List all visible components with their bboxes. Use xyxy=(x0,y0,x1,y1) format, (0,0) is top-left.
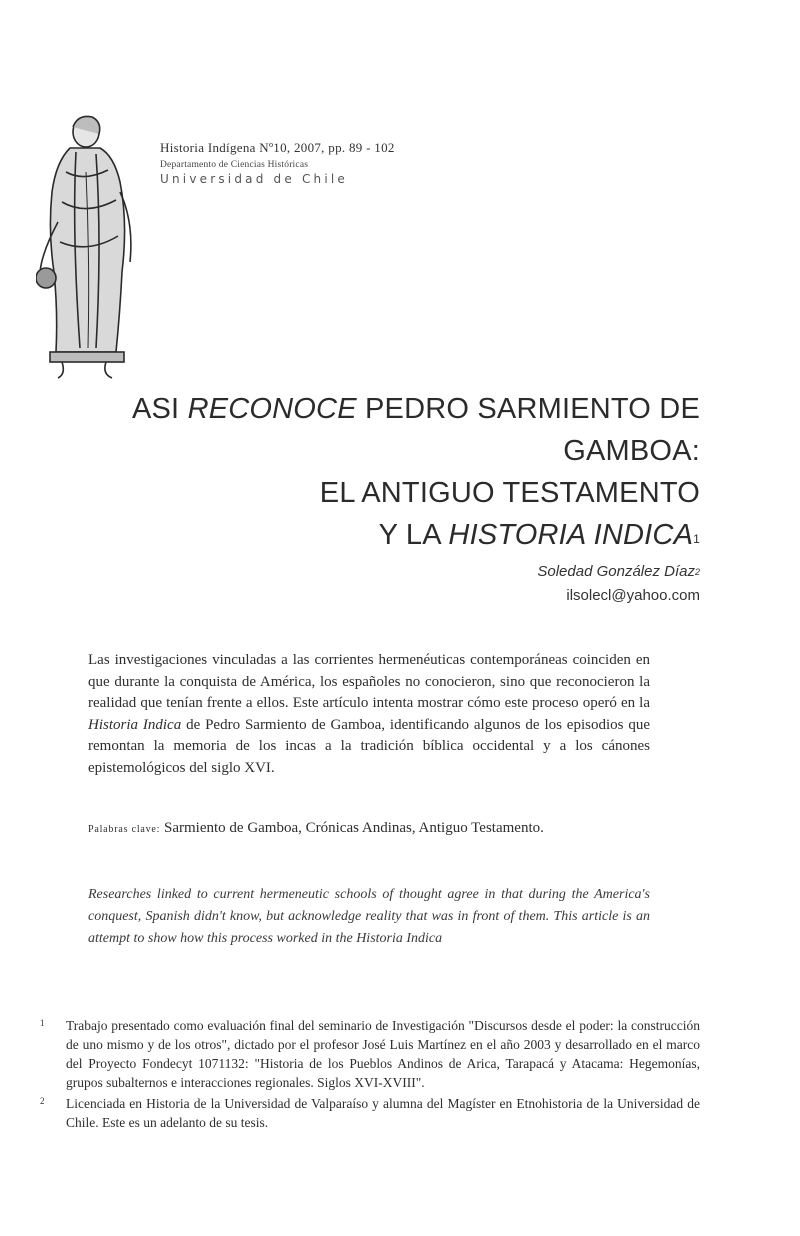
footnote-ref: 2 xyxy=(694,567,700,577)
footnotes xyxy=(36,1016,700,1134)
keywords-label: Palabras clave: xyxy=(88,824,161,835)
title-text: ASI xyxy=(131,393,188,425)
title-line-1 xyxy=(0,388,700,472)
author-name xyxy=(537,560,700,584)
footnote-number: 1 xyxy=(40,1018,45,1028)
department-name: Departamento de Ciencias Históricas xyxy=(160,160,309,170)
title-italic-word: HISTORIA INDICA xyxy=(448,519,694,551)
article-title xyxy=(0,388,700,556)
footnote-text: Trabajo presentado como evaluación final del seminario de Investigación "Discursos desde el poder: la construcción de uno mismo y de los otros", dictado por el profesor José Luis Martínez en el año 2003 y desarrollado en el marco del Proyecto Fondecyt 1071132: "Historia de los Pueblos Andinos de Arica, Tarapacá y Atacama: Hegemonías, grupos subalternos e interacciones regionales. Siglos XVI-XVIII". xyxy=(66,1018,700,1090)
author-name-text: Soledad González Díaz xyxy=(537,563,695,580)
title-text: PEDRO SARMIENTO DE GAMBOA: xyxy=(356,393,700,467)
footnote xyxy=(36,1094,700,1132)
keywords-text: Sarmiento de Gamboa, Crónicas Andinas, Antiguo Testamento. xyxy=(164,820,544,836)
journal-header xyxy=(160,140,395,186)
abstract-text: Las investigaciones vinculadas a las corrientes hermenéuticas contemporáneas coinciden en que durante la conquista de América, los españoles no conocieron, sino que reconocieron la realidad que tenían frente a ellos. Este artículo intenta mostrar cómo este proceso operó en la xyxy=(88,652,650,711)
statue-figure-logo xyxy=(36,112,148,382)
footnote-ref: 1 xyxy=(693,532,700,546)
footnote-number: 2 xyxy=(40,1096,45,1106)
footnote-text: Licenciada en Historia de la Universidad de Valparaíso y alumna del Magíster en Etnohistoria de la Universidad de Chile. Este es un adelanto de su tesis. xyxy=(66,1096,700,1130)
footnote xyxy=(36,1016,700,1092)
abstract-text: de Pedro Sarmiento de Gamboa, identificando algunos de los episodios que remontan la memoria de los incas a la tradición bíblica occidental y a los cánones epistemológicos del siglo XVI. xyxy=(88,716,650,776)
abstract xyxy=(88,650,650,779)
author-email: ilsolecl@yahoo.com xyxy=(566,587,700,604)
title-text: Y LA xyxy=(378,519,449,551)
title-line-2: EL ANTIGUO TESTAMENTO xyxy=(319,477,700,509)
keywords xyxy=(88,820,650,837)
author-block xyxy=(537,560,700,608)
english-abstract: Researches linked to current hermeneutic schools of thought agree in that during the America's conquest, Spanish didn't know, but acknowledge reality that was in front of them. This article is an attempt to show how this process worked in the Historia Indica xyxy=(88,887,650,946)
title-italic-word: RECONOCE xyxy=(187,393,357,425)
abstract-italic-title: Historia Indica xyxy=(88,716,182,733)
title-line-3 xyxy=(0,514,700,556)
university-name: Universidad de Chile xyxy=(160,172,348,186)
journal-citation: Historia Indígena Nº10, 2007, pp. 89 - 102 xyxy=(160,140,395,155)
